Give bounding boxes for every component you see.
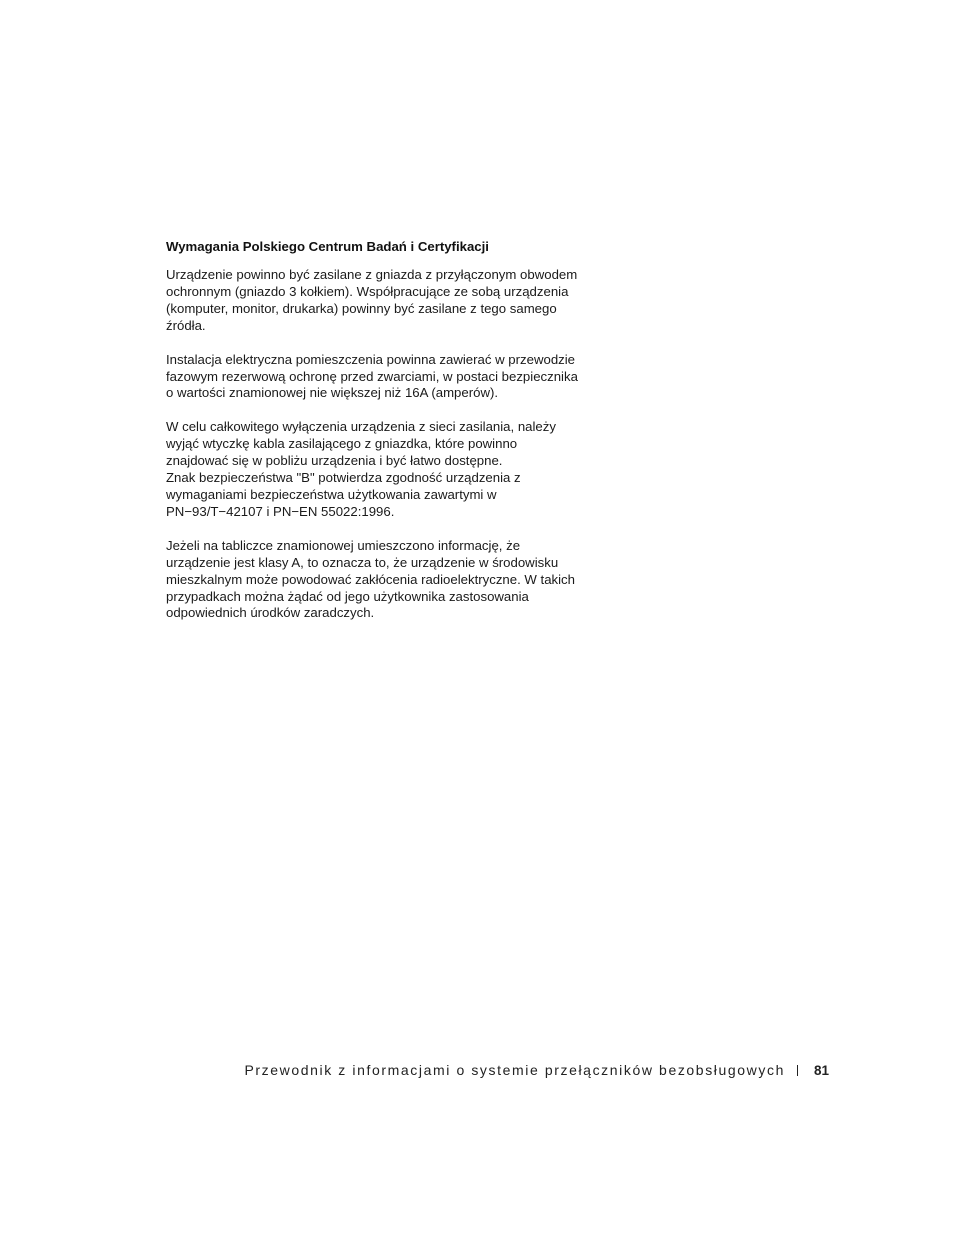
- page-footer: [0, 1061, 829, 1080]
- footer-title: Przewodnik z informacjami o systemie przełączników bezobsługowych: [244, 1062, 785, 1078]
- footer-separator: [797, 1065, 798, 1076]
- paragraph-class-a-notice: Jeżeli na tabliczce znamionowej umieszczono informację, że urządzenie jest klasy A, to oznacza to, że urządzenie w środowisku mieszkalnym może powodować zakłócenia radioelektryczne. W takich przypadkach można żądać od jego użytkownika zastosowania odpowiednich úrodków zaradczych.: [166, 537, 575, 621]
- page-number: 81: [813, 1063, 829, 1078]
- paragraph-electrical-installation: Instalacja elektryczna pomieszczenia powinna zawierać w przewodzie fazowym rezerwową ochronę przed zwarciami, w postaci bezpiecznika o wartości znamionowej nie większej niż 16A (amperów).: [166, 351, 578, 401]
- document-body: [166, 238, 626, 639]
- paragraph-power-supply: Urządzenie powinno być zasilane z gniazda z przyłączonym obwodem ochronnym (gniazdo 3 kołkiem). Współpracujące ze sobą urządzenia (komputer, monitor, drukarka) powinny być zasilane z tego samego źródła.: [166, 267, 578, 333]
- section-heading: Wymagania Polskiego Centrum Badań i Certyfikacji: [166, 239, 489, 254]
- paragraph-disconnection-safety: W celu całkowitego wyłączenia urządzenia z sieci zasilania, należy wyjąć wtyczkę kabla zasilającego z gniazdka, które powinno znajdować się w pobliżu urządzenia i być łatwo dostępne. Znak bezpieczeństwa "B" potwierdza zgodność urządzenia z wymaganiami bezpieczeństwa użytkowania zawartymi w PN−93/T−42107 i PN−EN 55022:1996.: [166, 419, 556, 519]
